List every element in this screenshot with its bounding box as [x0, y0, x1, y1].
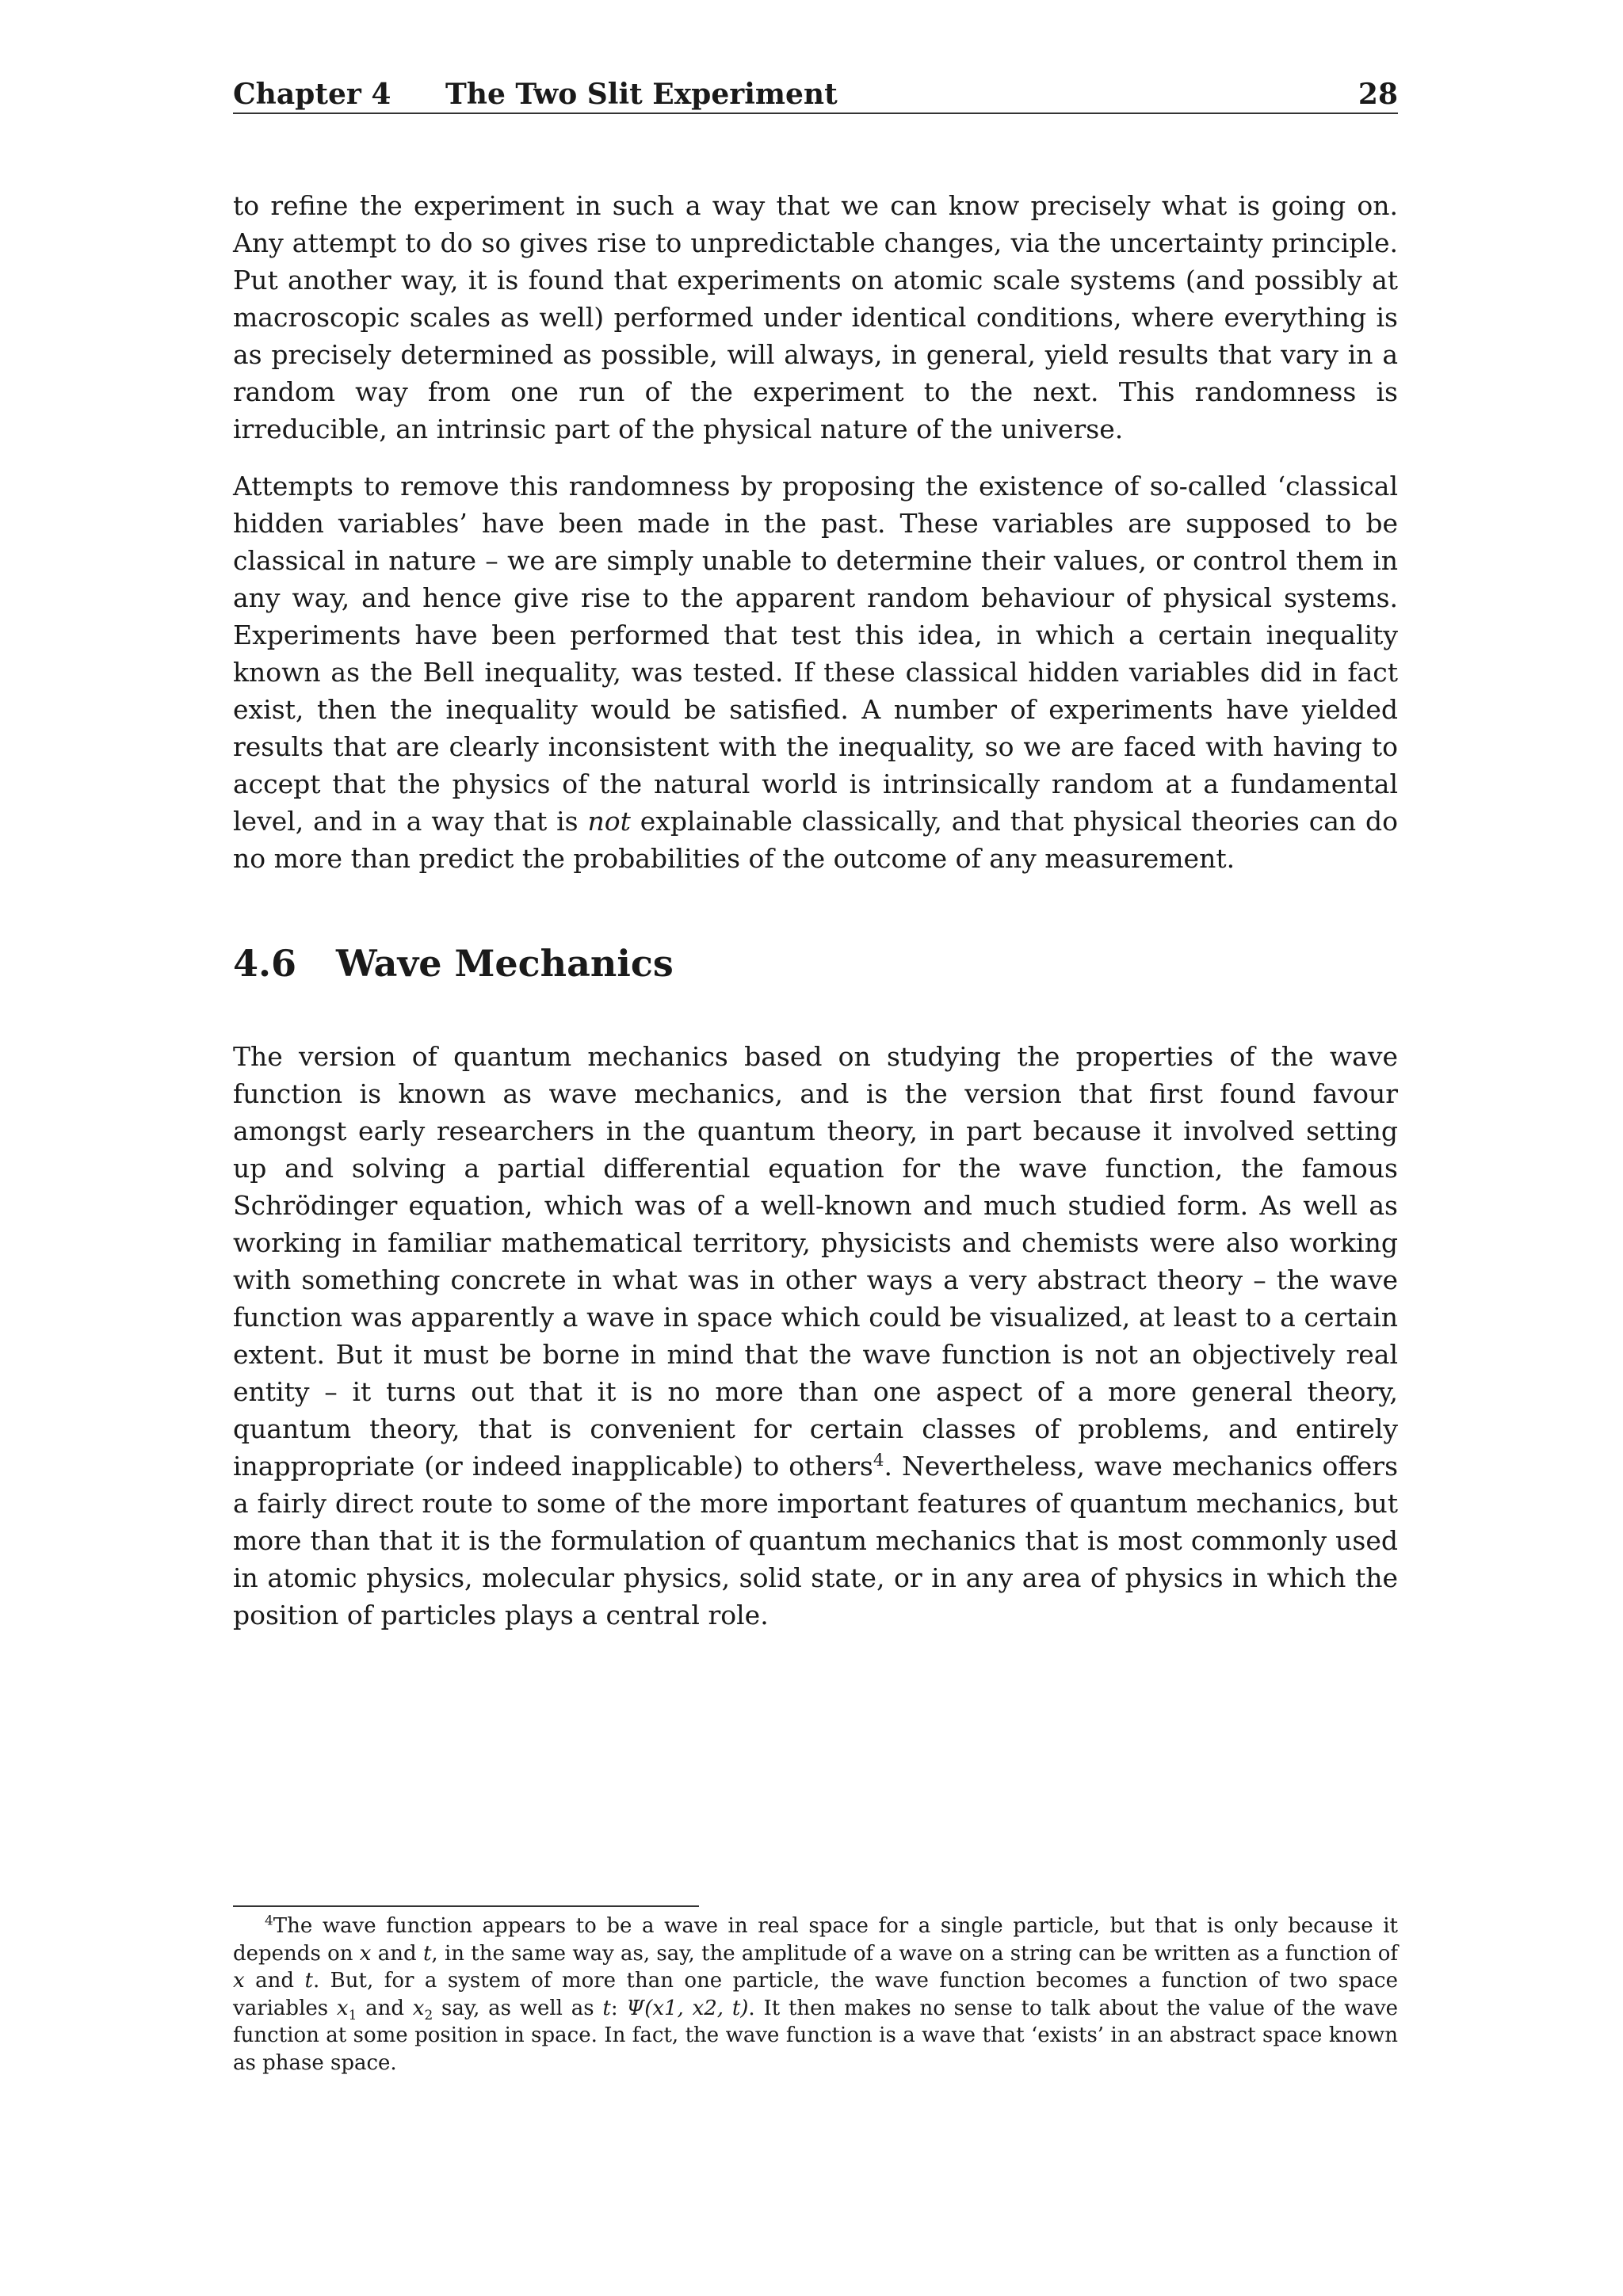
emphasis-not: not — [587, 806, 631, 837]
section-title: Wave Mechanics — [336, 942, 674, 985]
math-var: x — [412, 1996, 425, 2020]
paragraph-hidden-variables-text-2: explainable classically, and that physical theories can do no more than predict the probabilities of the outcome of any measurement. — [233, 806, 1398, 874]
math-var: t — [422, 1941, 432, 1966]
footnote-text: and — [365, 1996, 404, 2020]
paragraph-wave-mechanics — [233, 1038, 1398, 1634]
footnote-text: . It then makes no sense to talk about the value of the wave function at some position in space. In fact, the wave function is a wave that ‘exists’ in an abstract space known as phase space. — [233, 1996, 1399, 2075]
chapter-label: Chapter 4 — [233, 78, 391, 111]
math-var: t — [304, 1969, 313, 1993]
paragraph-hidden-variables-text-1: Attempts to remove this randomness by proposing the existence of so-called ‘classical hidden variables’ have been made in the past. These variables are supposed to be classical in nature – we are simply unable to determine their values, or control them in any way, and hence give rise to the apparent random behaviour of physical systems. Experiments have been performed that test this idea, in which a certain inequality known as the Bell inequality, was tested. If these classical hidden variables did in fact exist, then the inequality would be satisfied. A number of experiments have yielded results that are clearly inconsistent with the inequality, so we are faced with having to accept that the physics of the natural world is intrinsically random at a fundamental level, and in a way that is — [233, 471, 1398, 837]
footnote-text: The wave function appears to be a wave in real space for a single particle, but that is only because it depends on — [233, 1914, 1398, 1966]
math-subscript: 2 — [424, 2006, 433, 2023]
paragraph-wave-mechanics-text-1: The version of quantum mechanics based on studying the properties of the wave function is known as wave mechanics, and is the version that first found favour amongst early researchers in the quantum theory, in part because it involved setting up and solving a partial differential equation for the wave function, the famous Schrödinger equation, which was of a well-known and much studied form. As well as working in familiar mathematical territory, physicists and chemists were also working with something concrete in what was in other ways a very abstract theory – the wave function was apparently a wave in space which could be visualized, at least to a certain extent. But it must be borne in mind that the wave function is not an objectively real entity – it turns out that it is no more than one aspect of a more general theory, quantum theory, that is convenient for certain classes of problems, and entirely inappropriate (or indeed inapplicable) to others — [233, 1041, 1398, 1482]
footnote-text: and — [377, 1941, 417, 1966]
math-expression: Ψ(x1, x2, t) — [626, 1996, 749, 2020]
footnote-text: : — [610, 1996, 618, 2020]
chapter-title: The Two Slit Experiment — [445, 78, 838, 111]
footnote-text: , in the same way as, say, the amplitude of a wave on a string can be written as a function of — [431, 1941, 1399, 1966]
paragraph-wave-mechanics-text-2: . Nevertheless, wave mechanics offers a fairly direct route to some of the more important features of quantum mechanics, but more than that it is the formulation of quantum mechanics that is most commonly used in atomic physics, molecular physics, solid state, or in any area of physics in which the position of particles plays a central role. — [233, 1451, 1399, 1630]
footnote-rule — [233, 1905, 699, 1907]
footnote-mark: 4 — [265, 1912, 273, 1928]
footnote-text: . But, for a system of more than one particle, the wave function becomes a function of two space variables — [233, 1969, 1399, 2020]
section-heading — [233, 940, 674, 987]
section-number: 4.6 — [233, 942, 297, 985]
math-var: t — [602, 1996, 611, 2020]
paragraph-uncertainty: to refine the experiment in such a way that we can know precisely what is going on. Any attempt to do so gives rise to unpredictable changes, via the uncertainty principle. Put another way, it is found that experiments on atomic scale systems (and possibly at macroscopic scales as well) performed under identical conditions, where everything is as precisely determined as possible, will always, in general, yield results that vary in a random way from one run of the experiment to the next. This randomness is irreducible, an intrinsic part of the physical nature of the universe. — [233, 190, 1398, 444]
running-header — [233, 76, 1398, 114]
footnote-text: say, as well as — [441, 1996, 594, 2020]
footnote — [233, 1913, 1398, 2077]
math-var: x — [359, 1941, 372, 1966]
math-subscript: 1 — [348, 2006, 357, 2023]
math-var: x — [336, 1996, 349, 2020]
footnote-text: and — [255, 1969, 295, 1993]
paragraph-hidden-variables — [233, 467, 1398, 877]
page-number: 28 — [1358, 78, 1398, 111]
footnote-reference[interactable]: 4 — [873, 1451, 884, 1471]
math-var: x — [233, 1969, 245, 1993]
